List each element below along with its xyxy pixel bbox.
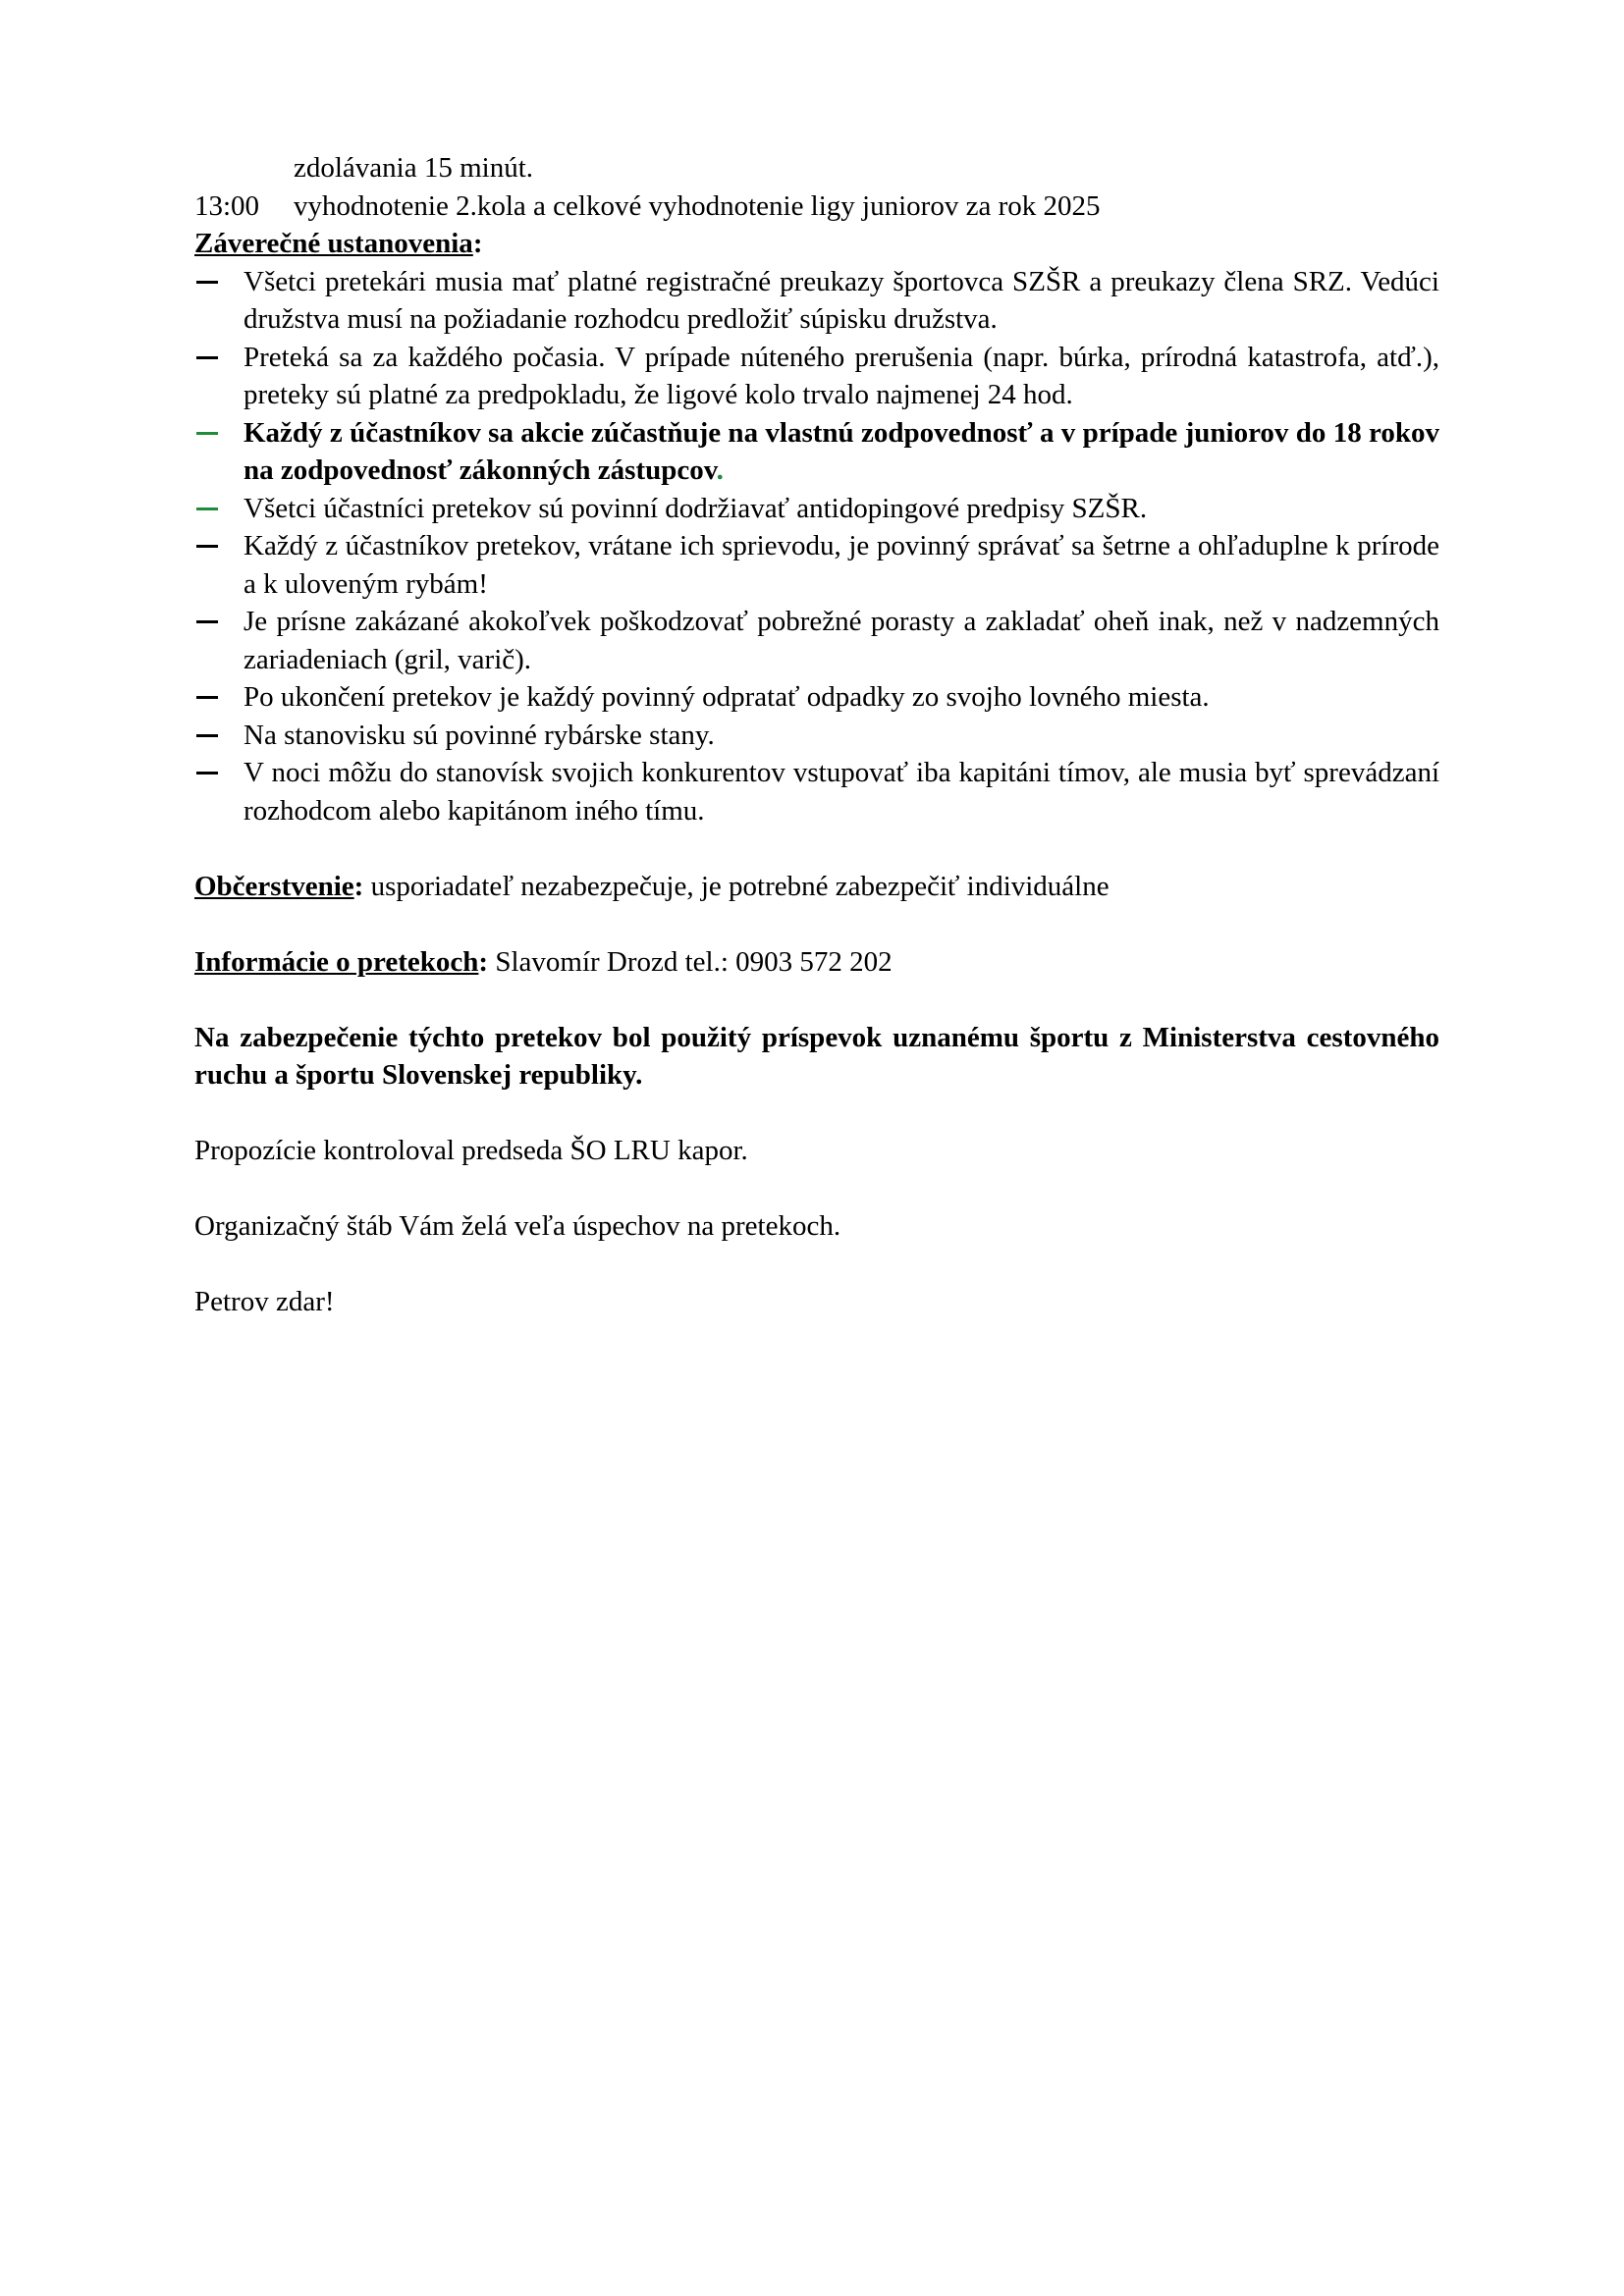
final-provisions-heading-line (194, 225, 1439, 263)
rule-item (194, 603, 1439, 678)
rule-text: Každý z účastníkov pretekov, vrátane ich sprievodu, je povinný správať sa šetrne a ohľaduplne k prírode a k uloveným rybám! (244, 530, 1439, 600)
rule-text: Preteká sa za každého počasia. V prípade núteného prerušenia (napr. búrka, prírodná katastrofa, atď.), preteky sú platné za predpokladu, že ligové kolo trvalo najmenej 24 hod. (244, 341, 1439, 410)
checked-by-note: Propozície kontroloval predseda ŠO LRU kapor. (194, 1135, 748, 1166)
rule-text: V noci môžu do stanovísk svojich konkurentov vstupovať iba kapitáni tímov, ale musia byť sprevádzaní rozhodcom alebo kapitánom iného tímu. (244, 757, 1439, 827)
rule-trailing-period: . (716, 454, 724, 486)
info-colon: : (478, 945, 489, 978)
wishes-note: Organizačný štáb Vám želá veľa úspechov na pretekoch. (194, 1210, 841, 1242)
rule-text: Každý z účastníkov sa akcie zúčastňuje na vlastnú zodpovednosť a v prípade juniorov do 18 rokov na zodpovednosť zákonných zástupcov (244, 416, 1439, 486)
rule-item (194, 717, 1439, 755)
schedule-event: vyhodnotenie 2.kola a celkové vyhodnotenie ligy juniorov za rok 2025 (294, 189, 1101, 222)
rule-text: Všetci pretekári musia mať platné registračné preukazy športovca SZŠR a preukazy člena SRZ. Vedúci družstva musí na požiadanie rozhodcu predložiť súpisku družstva. (244, 265, 1439, 335)
rule-text: Všetci účastníci pretekov sú povinní dodržiavať antidopingové predpisy SZŠR. (244, 492, 1148, 524)
rule-item (194, 263, 1439, 339)
info-text: Slavomír Drozd tel.: 0903 572 202 (488, 945, 893, 978)
info-label: Informácie o pretekoch (194, 945, 479, 978)
info-paragraph (194, 943, 1439, 982)
refreshments-paragraph (194, 868, 1439, 906)
heading-colon: : (472, 228, 483, 259)
rule-item-bold (194, 414, 1439, 490)
rule-item (194, 490, 1439, 528)
refreshments-label: Občerstvenie (194, 870, 354, 902)
rule-text: Na stanovisku sú povinné rybárske stany. (244, 719, 715, 751)
schedule-row (194, 187, 1439, 226)
document-page (194, 149, 1439, 1321)
rule-text: Je prísne zakázané akokoľvek poškodzovať pobrežné porasty a zakladať oheň inak, než v nadzemných zariadeniach (gril, varič). (244, 606, 1439, 675)
rule-item (194, 527, 1439, 603)
rule-item (194, 339, 1439, 414)
rule-item (194, 678, 1439, 717)
greeting: Petrov zdar! (194, 1286, 335, 1317)
schedule-time: 13:00 (194, 189, 260, 222)
rule-item (194, 754, 1439, 829)
final-provisions-heading: Záverečné ustanovenia (194, 228, 473, 259)
funding-note: Na zabezpečenie týchto pretekov bol použitý príspevok uznanému športu z Ministerstva cestovného ruchu a športu Slovenskej republiky. (194, 1021, 1439, 1091)
rule-text: Po ukončení pretekov je každý povinný odpratať odpadky zo svojho lovného miesta. (244, 681, 1210, 713)
refreshments-text: usporiadateľ nezabezpečuje, je potrebné zabezpečiť individuálne (363, 870, 1110, 902)
refreshments-colon: : (353, 870, 364, 902)
schedule-continuation: zdolávania 15 minút. (294, 152, 534, 184)
rules-list (194, 263, 1439, 830)
